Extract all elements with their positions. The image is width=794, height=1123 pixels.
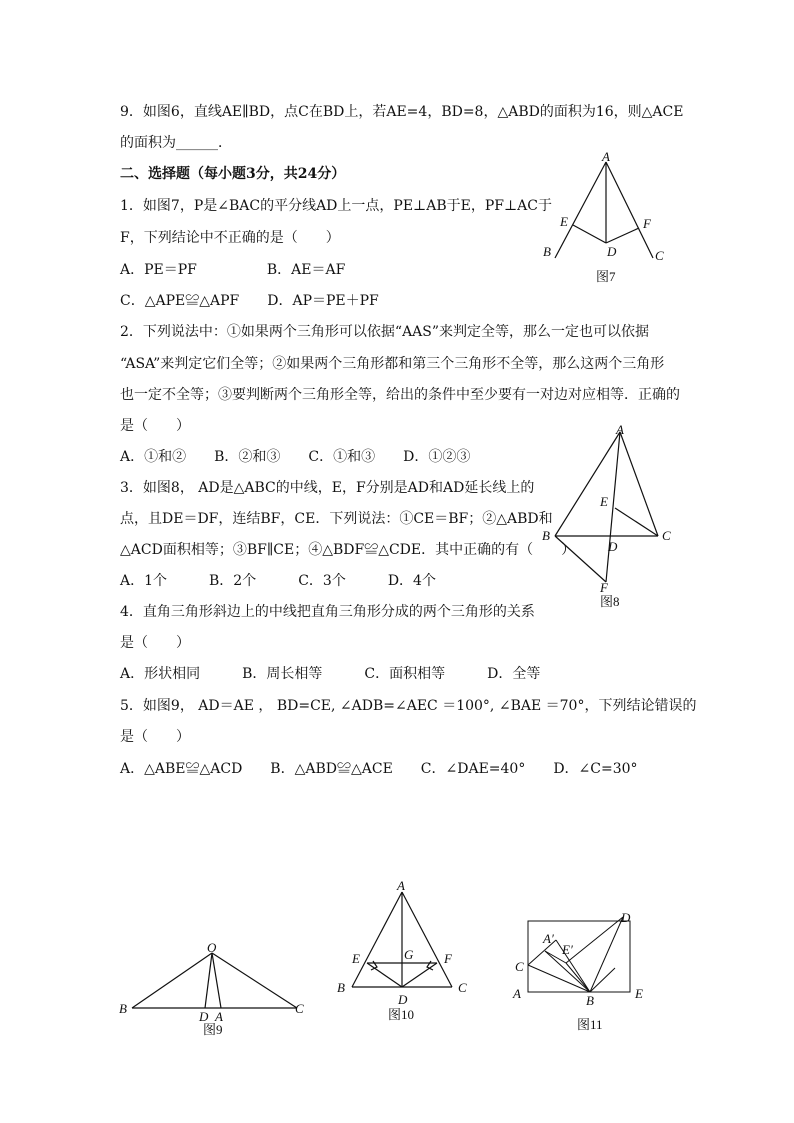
figure-7 (535, 148, 675, 288)
fig7-label-e: E (560, 214, 568, 229)
fig8-label-c: C (662, 528, 671, 543)
q3-line-2: 点，且DE＝DF，连结BF，CE．下列说法：①CE＝BF；②△ABD和 (120, 511, 553, 527)
fig11-label-d: D (621, 910, 631, 925)
q2-line-2: “ASA”来判定它们全等；②如果两个三角形都和第三个三角形不全等，那么这两个三角形 (120, 356, 665, 372)
fig9-label-d: D (199, 1009, 209, 1024)
q2-line-4: 是（ ） (120, 418, 190, 434)
fig10-label-a: A (397, 878, 405, 893)
fig8-label-b: B (542, 528, 550, 543)
figure-10 (330, 875, 480, 1025)
fig11-label-e: E (635, 986, 643, 1001)
q5-options: A．△ABE≌△ACD B．△ABD≌△ACE C．∠DAE=40° D．∠C=30° (120, 761, 638, 777)
q3-options: A．1个 B．2个 C．3个 D．4个 (120, 573, 436, 589)
q4-options: A．形状相同 B．周长相等 C．面积相等 D．全等 (120, 666, 541, 682)
q3-line-1: 3．如图8， AD是△ABC的中线，E，F分别是AD和AD延长线上的 (120, 480, 535, 496)
figure-9 (115, 938, 315, 1038)
fig10-label-d: D (398, 992, 408, 1007)
fig7-label-f: F (643, 216, 651, 231)
fig11-label-c: C (515, 959, 524, 974)
fig7-label-d: D (607, 244, 617, 259)
fig11-label-e-prime: E′ (562, 942, 573, 957)
q3-line-3: △ACD面积相等；③BF∥CE；④△BDF≌△CDE．其中正确的有（ ） (120, 542, 576, 558)
q2-options: A．①和② B．②和③ C．①和③ D．①②③ (120, 449, 471, 465)
fig11-label-b: B (586, 993, 594, 1008)
fig7-caption: 图7 (596, 269, 616, 284)
fig9-label-c: C (295, 1001, 304, 1016)
q5-line-2: 是（ ） (120, 729, 190, 745)
figure-11 (510, 905, 655, 1035)
fig10-label-g: G (404, 947, 414, 962)
q2-line-3: 也一定不全等；③要判断两个三角形全等，给出的条件中至少要有一对边对应相等．正确的 (120, 387, 680, 403)
fig8-label-f: F (600, 580, 608, 595)
fig8-label-a: A (616, 422, 624, 437)
fig8-label-e: E (600, 494, 608, 509)
q9-line-2: 的面积为______． (120, 135, 232, 151)
fig10-label-c: C (458, 980, 467, 995)
fig8-label-d: D (608, 539, 618, 554)
fig8-caption: 图8 (600, 594, 620, 609)
fig9-label-a: A (215, 1009, 223, 1024)
q4-line-2: 是（ ） (120, 635, 190, 651)
q1-line-1: 1．如图7，P是∠BAC的平分线AD上一点，PE⊥AB于E，PF⊥AC于 (120, 198, 552, 214)
q1-line-2: F，下列结论中不正确的是（ ） (120, 230, 340, 246)
fig10-label-f: F (444, 951, 452, 966)
q1-options-ab: A．PE＝PF B．AE＝AF (120, 262, 346, 278)
q4-line-1: 4．直角三角形斜边上的中线把直角三角形分成的两个三角形的关系 (120, 604, 535, 620)
fig7-label-b: B (543, 244, 551, 259)
fig10-label-e: E (352, 951, 360, 966)
fig9-label-b: B (119, 1001, 127, 1016)
fig11-label-a: A (513, 986, 521, 1001)
fig7-label-a: A (602, 149, 610, 164)
q9-line-1: 9．如图6，直线AE∥BD，点C在BD上，若AE=4，BD=8，△ABD的面积为16，则△ACE (120, 104, 684, 120)
section-title: 二、选择题（每小题3分，共24分） (120, 166, 346, 182)
q5-line-1: 5．如图9， AD＝AE ， BD=CE, ∠ADB=∠AEC ＝100°, ∠BAE ＝70°，下列结论错误的 (120, 698, 697, 714)
figure-8 (540, 420, 680, 610)
fig10-label-b: B (337, 980, 345, 995)
fig11-label-a-prime: A′ (543, 931, 554, 946)
fig11-caption: 图11 (577, 1017, 603, 1032)
q1-options-cd: C．△APE≌△APF D．AP＝PE＋PF (120, 293, 379, 309)
q2-line-1: 2．下列说法中：①如果两个三角形可以依据“AAS”来判定全等，那么一定也可以依据 (120, 324, 650, 340)
fig10-caption: 图10 (388, 1007, 415, 1022)
fig7-label-c: C (655, 248, 664, 263)
fig9-label-o: O (207, 940, 217, 955)
fig9-caption: 图9 (203, 1022, 223, 1037)
